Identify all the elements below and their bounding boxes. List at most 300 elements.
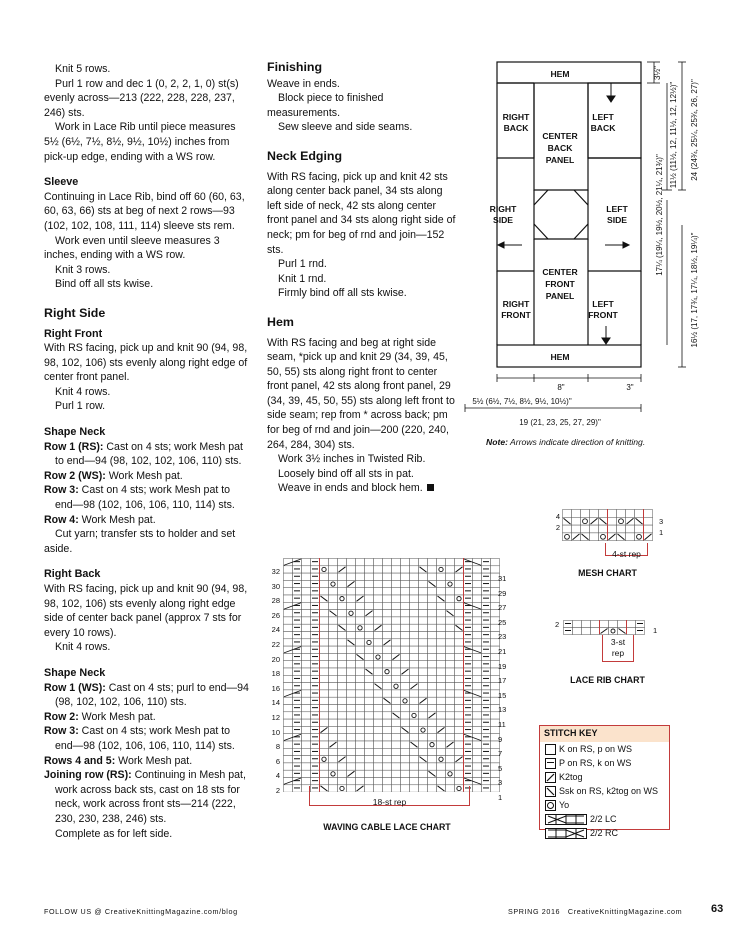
- chart-cell: [428, 756, 437, 763]
- chart-cell: [383, 559, 392, 566]
- waving-chart-grid: [283, 558, 501, 792]
- chart-cell: [401, 719, 410, 726]
- chart-cell: [401, 617, 410, 624]
- rc-cable-symbol-icon: [545, 828, 587, 839]
- mesh-row-3: 3: [659, 517, 664, 526]
- shape-neck-rows-2: [44, 681, 249, 827]
- chart-cell: [356, 639, 365, 646]
- chart-cell: [356, 741, 365, 748]
- chart-cell: [437, 624, 446, 631]
- chart-cell: [482, 632, 491, 639]
- chart-cell: [347, 602, 356, 609]
- row-text: Cast on 4 sts; purl to end—94 (98, 102, 102, 106, 110) sts.: [55, 681, 249, 709]
- chart-cell: [464, 668, 473, 675]
- chart-cell: [374, 668, 383, 675]
- chart-cell: [338, 697, 347, 704]
- chart-cell: [383, 748, 392, 755]
- chart-cell: [464, 653, 473, 660]
- chart-cell: [392, 595, 401, 602]
- chart-cell: [284, 712, 293, 719]
- chart-cell: [374, 778, 383, 785]
- chart-cell: [311, 778, 320, 785]
- chart-cell: [383, 726, 392, 733]
- chart-cell: [410, 756, 419, 763]
- chart-cell: [374, 566, 383, 573]
- shape-neck-heading-2: Shape Neck: [44, 666, 106, 679]
- lace-lines-line: Knit 5 rows.: [55, 63, 111, 75]
- chart-cell: [428, 617, 437, 624]
- purl-symbol-icon: [545, 758, 556, 769]
- chart-cell: [401, 705, 410, 712]
- chart-cell: [284, 580, 293, 587]
- chart-cell: [338, 719, 347, 726]
- chart-cell: [392, 697, 401, 704]
- chart-cell: [338, 580, 347, 587]
- chart-cell: [419, 632, 428, 639]
- chart-cell: [410, 734, 419, 741]
- chart-cell: [419, 661, 428, 668]
- chart-cell: [302, 741, 311, 748]
- chart-cell: [573, 628, 582, 635]
- schematic-note: [486, 437, 645, 447]
- chart-cell: [392, 741, 401, 748]
- chart-cell: [419, 588, 428, 595]
- chart-cell: [437, 559, 446, 566]
- chart-cell: [329, 566, 338, 573]
- chart-cell: [338, 646, 347, 653]
- ssk-symbol-icon: [545, 786, 556, 797]
- chart-cell: [374, 697, 383, 704]
- chart-cell: [410, 705, 419, 712]
- chart-cell: [356, 705, 365, 712]
- chart-cell: [293, 653, 302, 660]
- shape-neck-rows: [44, 440, 249, 528]
- row-number: 11: [498, 719, 506, 729]
- chart-cell: [338, 573, 347, 580]
- chart-cell: [347, 624, 356, 631]
- chart-cell: [329, 712, 338, 719]
- chart-cell: [482, 668, 491, 675]
- chart-cell: [293, 632, 302, 639]
- chart-cell: [302, 697, 311, 704]
- chart-cell: [473, 580, 482, 587]
- row-text: Cast on 4 sts; work Mesh pat to end—94 (98, 102, 102, 106, 110) sts.: [55, 440, 243, 468]
- chart-cell: [392, 588, 401, 595]
- row-number: 3: [498, 778, 503, 788]
- chart-cell: [356, 610, 365, 617]
- chart-cell: [437, 778, 446, 785]
- chart-cell: [356, 580, 365, 587]
- chart-cell: [365, 726, 374, 733]
- chart-cell: [302, 726, 311, 733]
- chart-cell: [320, 559, 329, 566]
- chart-cell: [374, 580, 383, 587]
- chart-cell: [419, 712, 428, 719]
- chart-cell: [428, 734, 437, 741]
- row-number: 23: [498, 632, 507, 642]
- chart-cell: [320, 778, 329, 785]
- chart-cell: [302, 580, 311, 587]
- chart-cell: [392, 639, 401, 646]
- chart-cell: [401, 573, 410, 580]
- chart-cell: [464, 617, 473, 624]
- chart-cell: [374, 705, 383, 712]
- chart-cell: [329, 661, 338, 668]
- key-k2tog-label: K2tog: [559, 772, 583, 782]
- chart-cell: [401, 734, 410, 741]
- chart-cell: [329, 559, 338, 566]
- chart-cell: [302, 624, 311, 631]
- chart-cell: [482, 705, 491, 712]
- waving-chart-left-row-numbers: [268, 565, 280, 799]
- chart-cell: [374, 602, 383, 609]
- chart-cell: [455, 690, 464, 697]
- chart-cell: [590, 533, 599, 541]
- row-number: 24: [271, 625, 280, 635]
- chart-cell: [392, 610, 401, 617]
- chart-cell: [320, 602, 329, 609]
- chart-cell: [410, 646, 419, 653]
- chart-cell: [338, 653, 347, 660]
- chart-cell: [365, 778, 374, 785]
- chart-cell: [347, 632, 356, 639]
- chart-cell: [284, 683, 293, 690]
- chart-cell: [320, 763, 329, 770]
- chart-cell: [410, 595, 419, 602]
- key-ssk: [540, 784, 669, 798]
- chart-cell: [347, 719, 356, 726]
- chart-cell: [302, 668, 311, 675]
- dim-bottom-left: 5½ (6½, 7½, 8½, 9½, 10½)": [472, 397, 572, 406]
- chart-cell: [302, 573, 311, 580]
- chart-cell: [644, 517, 653, 525]
- chart-cell: [338, 712, 347, 719]
- chart-cell: [365, 741, 374, 748]
- row-instruction: [44, 483, 249, 512]
- chart-cell: [311, 617, 320, 624]
- row-number: 4: [275, 771, 280, 781]
- middle-column: [267, 60, 457, 496]
- chart-cell: [338, 559, 347, 566]
- chart-cell: [392, 748, 401, 755]
- chart-cell: [392, 734, 401, 741]
- chart-cell: [392, 661, 401, 668]
- right-back-label-2: BACK: [503, 123, 529, 133]
- schematic-diagram: [450, 55, 750, 455]
- chart-cell: [374, 646, 383, 653]
- finishing-instructions: [267, 77, 457, 135]
- chart-cell: [455, 610, 464, 617]
- chart-cell: [302, 639, 311, 646]
- chart-cell: [482, 559, 491, 566]
- chart-cell: [302, 675, 311, 682]
- row-number: 28: [271, 596, 280, 606]
- chart-cell: [338, 661, 347, 668]
- chart-cell: [302, 617, 311, 624]
- chart-cell: [455, 719, 464, 726]
- mesh-chart-title: MESH CHART: [578, 568, 637, 578]
- chart-cell: [329, 726, 338, 733]
- chart-cell: [446, 639, 455, 646]
- chart-cell: [284, 726, 293, 733]
- chart-cell: [347, 705, 356, 712]
- chart-cell: [410, 719, 419, 726]
- row-number: 10: [271, 727, 280, 737]
- chart-cell: [383, 756, 392, 763]
- chart-cell: [608, 517, 617, 525]
- hem-instructions: [267, 336, 457, 497]
- right-front-heading: Right Front: [44, 327, 103, 340]
- chart-cell: [356, 675, 365, 682]
- chart-cell: [410, 661, 419, 668]
- row-text: Work Mesh pat.: [115, 754, 193, 767]
- lace-lines-line: Purl 1 row and dec 1 (0, 2, 2, 1, 0) st(s) evenly across—213 (222, 228, 228, 237, 246) sts.: [44, 77, 239, 119]
- chart-cell: [302, 719, 311, 726]
- end-square-icon: [427, 484, 434, 491]
- chart-cell: [383, 588, 392, 595]
- hem-top-label: HEM: [550, 69, 570, 79]
- chart-cell: [302, 712, 311, 719]
- chart-cell: [338, 690, 347, 697]
- chart-cell: [383, 580, 392, 587]
- chart-cell: [374, 661, 383, 668]
- chart-cell: [347, 653, 356, 660]
- chart-cell: [446, 588, 455, 595]
- chart-cell: [329, 778, 338, 785]
- chart-cell: [374, 756, 383, 763]
- dim-hem: 3½": [653, 66, 662, 80]
- row-label: Joining row (RS):: [44, 769, 132, 782]
- chart-cell: [284, 763, 293, 770]
- chart-cell: [437, 763, 446, 770]
- chart-cell: [311, 741, 320, 748]
- lace-rib-chart-grid: [563, 620, 651, 635]
- chart-cell: [482, 690, 491, 697]
- right-front-instructions: [44, 341, 249, 414]
- chart-cell: [410, 748, 419, 755]
- chart-cell: [365, 734, 374, 741]
- chart-cell: [428, 726, 437, 733]
- chart-cell: [446, 566, 455, 573]
- chart-cell: [320, 573, 329, 580]
- chart-cell: [284, 668, 293, 675]
- chart-cell: [284, 741, 293, 748]
- key-k2tog: [540, 770, 669, 784]
- lace-rib-chart-title: LACE RIB CHART: [570, 675, 645, 685]
- mesh-chart-rep: 4-st rep: [612, 549, 641, 559]
- right-side-heading: Right Side: [44, 305, 106, 320]
- chart-cell: [365, 683, 374, 690]
- chart-cell: [356, 697, 365, 704]
- chart-cell: [446, 697, 455, 704]
- chart-cell: [446, 726, 455, 733]
- chart-cell: [302, 683, 311, 690]
- chart-cell: [338, 748, 347, 755]
- chart-cell: [365, 770, 374, 777]
- chart-cell: [383, 770, 392, 777]
- chart-cell: [284, 705, 293, 712]
- chart-cell: [437, 573, 446, 580]
- chart-cell: [284, 610, 293, 617]
- chart-cell: [356, 726, 365, 733]
- chart-cell: [600, 621, 609, 628]
- chart-cell: [446, 756, 455, 763]
- lace-lines-line: Work in Lace Rib until piece measures 5½ (6½, 7½, 8½, 9½, 10½) inches from pick-up edge, ending with a WS row.: [44, 121, 236, 163]
- chart-cell: [437, 588, 446, 595]
- chart-cell: [428, 719, 437, 726]
- chart-cell: [590, 510, 599, 518]
- dim-bottom: 19 (21, 23, 25, 27, 29)": [519, 418, 601, 427]
- chart-cell: [320, 624, 329, 631]
- right-side-label: RIGHT: [489, 204, 517, 214]
- chart-cell: [473, 566, 482, 573]
- chart-cell: [347, 726, 356, 733]
- chart-cell: [329, 588, 338, 595]
- chart-cell: [591, 628, 600, 635]
- left-front-label-2: FRONT: [588, 310, 618, 320]
- chart-cell: [320, 668, 329, 675]
- chart-cell: [383, 602, 392, 609]
- right-front-lines-line: Knit 4 rows.: [55, 385, 111, 398]
- key-rc: [540, 826, 669, 840]
- chart-cell: [284, 632, 293, 639]
- chart-cell: [356, 588, 365, 595]
- lace-rib-row-1: 1: [653, 626, 658, 635]
- chart-cell: [473, 748, 482, 755]
- chart-cell: [374, 712, 383, 719]
- chart-cell: [473, 719, 482, 726]
- row-number: 26: [271, 610, 280, 620]
- right-back-lines-line: Knit 4 rows.: [55, 641, 111, 654]
- chart-cell: [410, 602, 419, 609]
- chart-cell: [320, 712, 329, 719]
- chart-cell: [473, 610, 482, 617]
- chart-cell: [428, 675, 437, 682]
- chart-cell: [383, 705, 392, 712]
- chart-cell: [401, 580, 410, 587]
- chart-cell: [392, 756, 401, 763]
- chart-cell: [338, 705, 347, 712]
- chart-cell: [464, 705, 473, 712]
- chart-cell: [473, 639, 482, 646]
- footer-right: SPRING 2016 CreativeKnittingMagazine.com: [508, 907, 683, 916]
- chart-cell: [428, 668, 437, 675]
- chart-cell: [446, 632, 455, 639]
- chart-cell: [609, 628, 618, 635]
- chart-cell: [284, 756, 293, 763]
- chart-cell: [302, 734, 311, 741]
- chart-cell: [437, 690, 446, 697]
- chart-cell: [419, 748, 428, 755]
- chart-cell: [365, 697, 374, 704]
- chart-cell: [455, 741, 464, 748]
- center-front-label-3: PANEL: [545, 291, 575, 301]
- chart-cell: [329, 690, 338, 697]
- sleeve-heading: Sleeve: [44, 176, 79, 189]
- chart-cell: [401, 756, 410, 763]
- left-back-label-2: BACK: [590, 123, 616, 133]
- row-number: 22: [271, 639, 280, 649]
- row-instruction: [44, 681, 249, 710]
- chart-cell: [410, 675, 419, 682]
- chart-cell: [401, 690, 410, 697]
- chart-cell: [473, 661, 482, 668]
- chart-cell: [473, 617, 482, 624]
- chart-cell: [482, 778, 491, 785]
- chart-cell: [401, 566, 410, 573]
- chart-cell: [374, 675, 383, 682]
- chart-cell: [428, 661, 437, 668]
- chart-cell: [419, 675, 428, 682]
- chart-cell: [446, 719, 455, 726]
- chart-cell: [347, 690, 356, 697]
- chart-cell: [626, 533, 635, 541]
- chart-cell: [365, 712, 374, 719]
- chart-cell: [320, 705, 329, 712]
- neck-lines-line: Knit 1 rnd.: [278, 272, 327, 285]
- chart-cell: [419, 646, 428, 653]
- chart-cell: [347, 697, 356, 704]
- chart-cell: [302, 566, 311, 573]
- right-back-heading: Right Back: [44, 568, 101, 581]
- footer-left: FOLLOW US @ CreativeKnittingMagazine.com/blog: [44, 907, 238, 916]
- dim-8: 8": [557, 383, 565, 392]
- complete-line: Complete as for left side.: [55, 827, 173, 840]
- chart-cell: [446, 602, 455, 609]
- page-number: 63: [711, 903, 724, 915]
- chart-cell: [302, 661, 311, 668]
- shape-neck-heading: Shape Neck: [44, 426, 106, 439]
- chart-cell: [311, 632, 320, 639]
- chart-cell: [284, 566, 293, 573]
- chart-cell: [491, 559, 500, 566]
- right-front-lines-line: Purl 1 row.: [55, 400, 106, 413]
- chart-cell: [572, 525, 581, 533]
- chart-cell: [464, 580, 473, 587]
- chart-cell: [374, 573, 383, 580]
- chart-cell: [320, 632, 329, 639]
- chart-cell: [644, 525, 653, 533]
- chart-cell: [284, 595, 293, 602]
- chart-cell: [311, 668, 320, 675]
- row-label: Row 1 (RS):: [44, 440, 104, 453]
- chart-cell: [374, 748, 383, 755]
- chart-cell: [590, 525, 599, 533]
- chart-cell: [473, 653, 482, 660]
- chart-cell: [347, 617, 356, 624]
- chart-cell: [320, 683, 329, 690]
- chart-cell: [383, 763, 392, 770]
- chart-cell: [338, 770, 347, 777]
- chart-cell: [329, 763, 338, 770]
- chart-cell: [437, 748, 446, 755]
- row-label: Row 2 (WS):: [44, 469, 106, 482]
- chart-cell: [302, 653, 311, 660]
- chart-cell: [374, 726, 383, 733]
- chart-cell: [293, 705, 302, 712]
- hem-bottom-label: HEM: [550, 352, 570, 362]
- chart-cell: [428, 624, 437, 631]
- chart-cell: [383, 661, 392, 668]
- chart-cell: [392, 719, 401, 726]
- key-yo-label: Yo: [559, 800, 570, 810]
- right-back-instructions: [44, 582, 249, 655]
- row-number: 13: [498, 705, 507, 715]
- mesh-row-2: 2: [555, 523, 560, 532]
- neck-lines-line: With RS facing, pick up and knit 42 sts along center back panel, 34 sts along left side of neck, 42 sts along center front panel and 34 sts along right side of neck; pm for beg of rnd and join—152 sts.: [267, 170, 456, 256]
- chart-cell: [410, 624, 419, 631]
- right-front-lines-line: With RS facing, pick up and knit 90 (94, 98, 98, 102, 106) sts evenly along right edge of center front panel.: [44, 342, 248, 384]
